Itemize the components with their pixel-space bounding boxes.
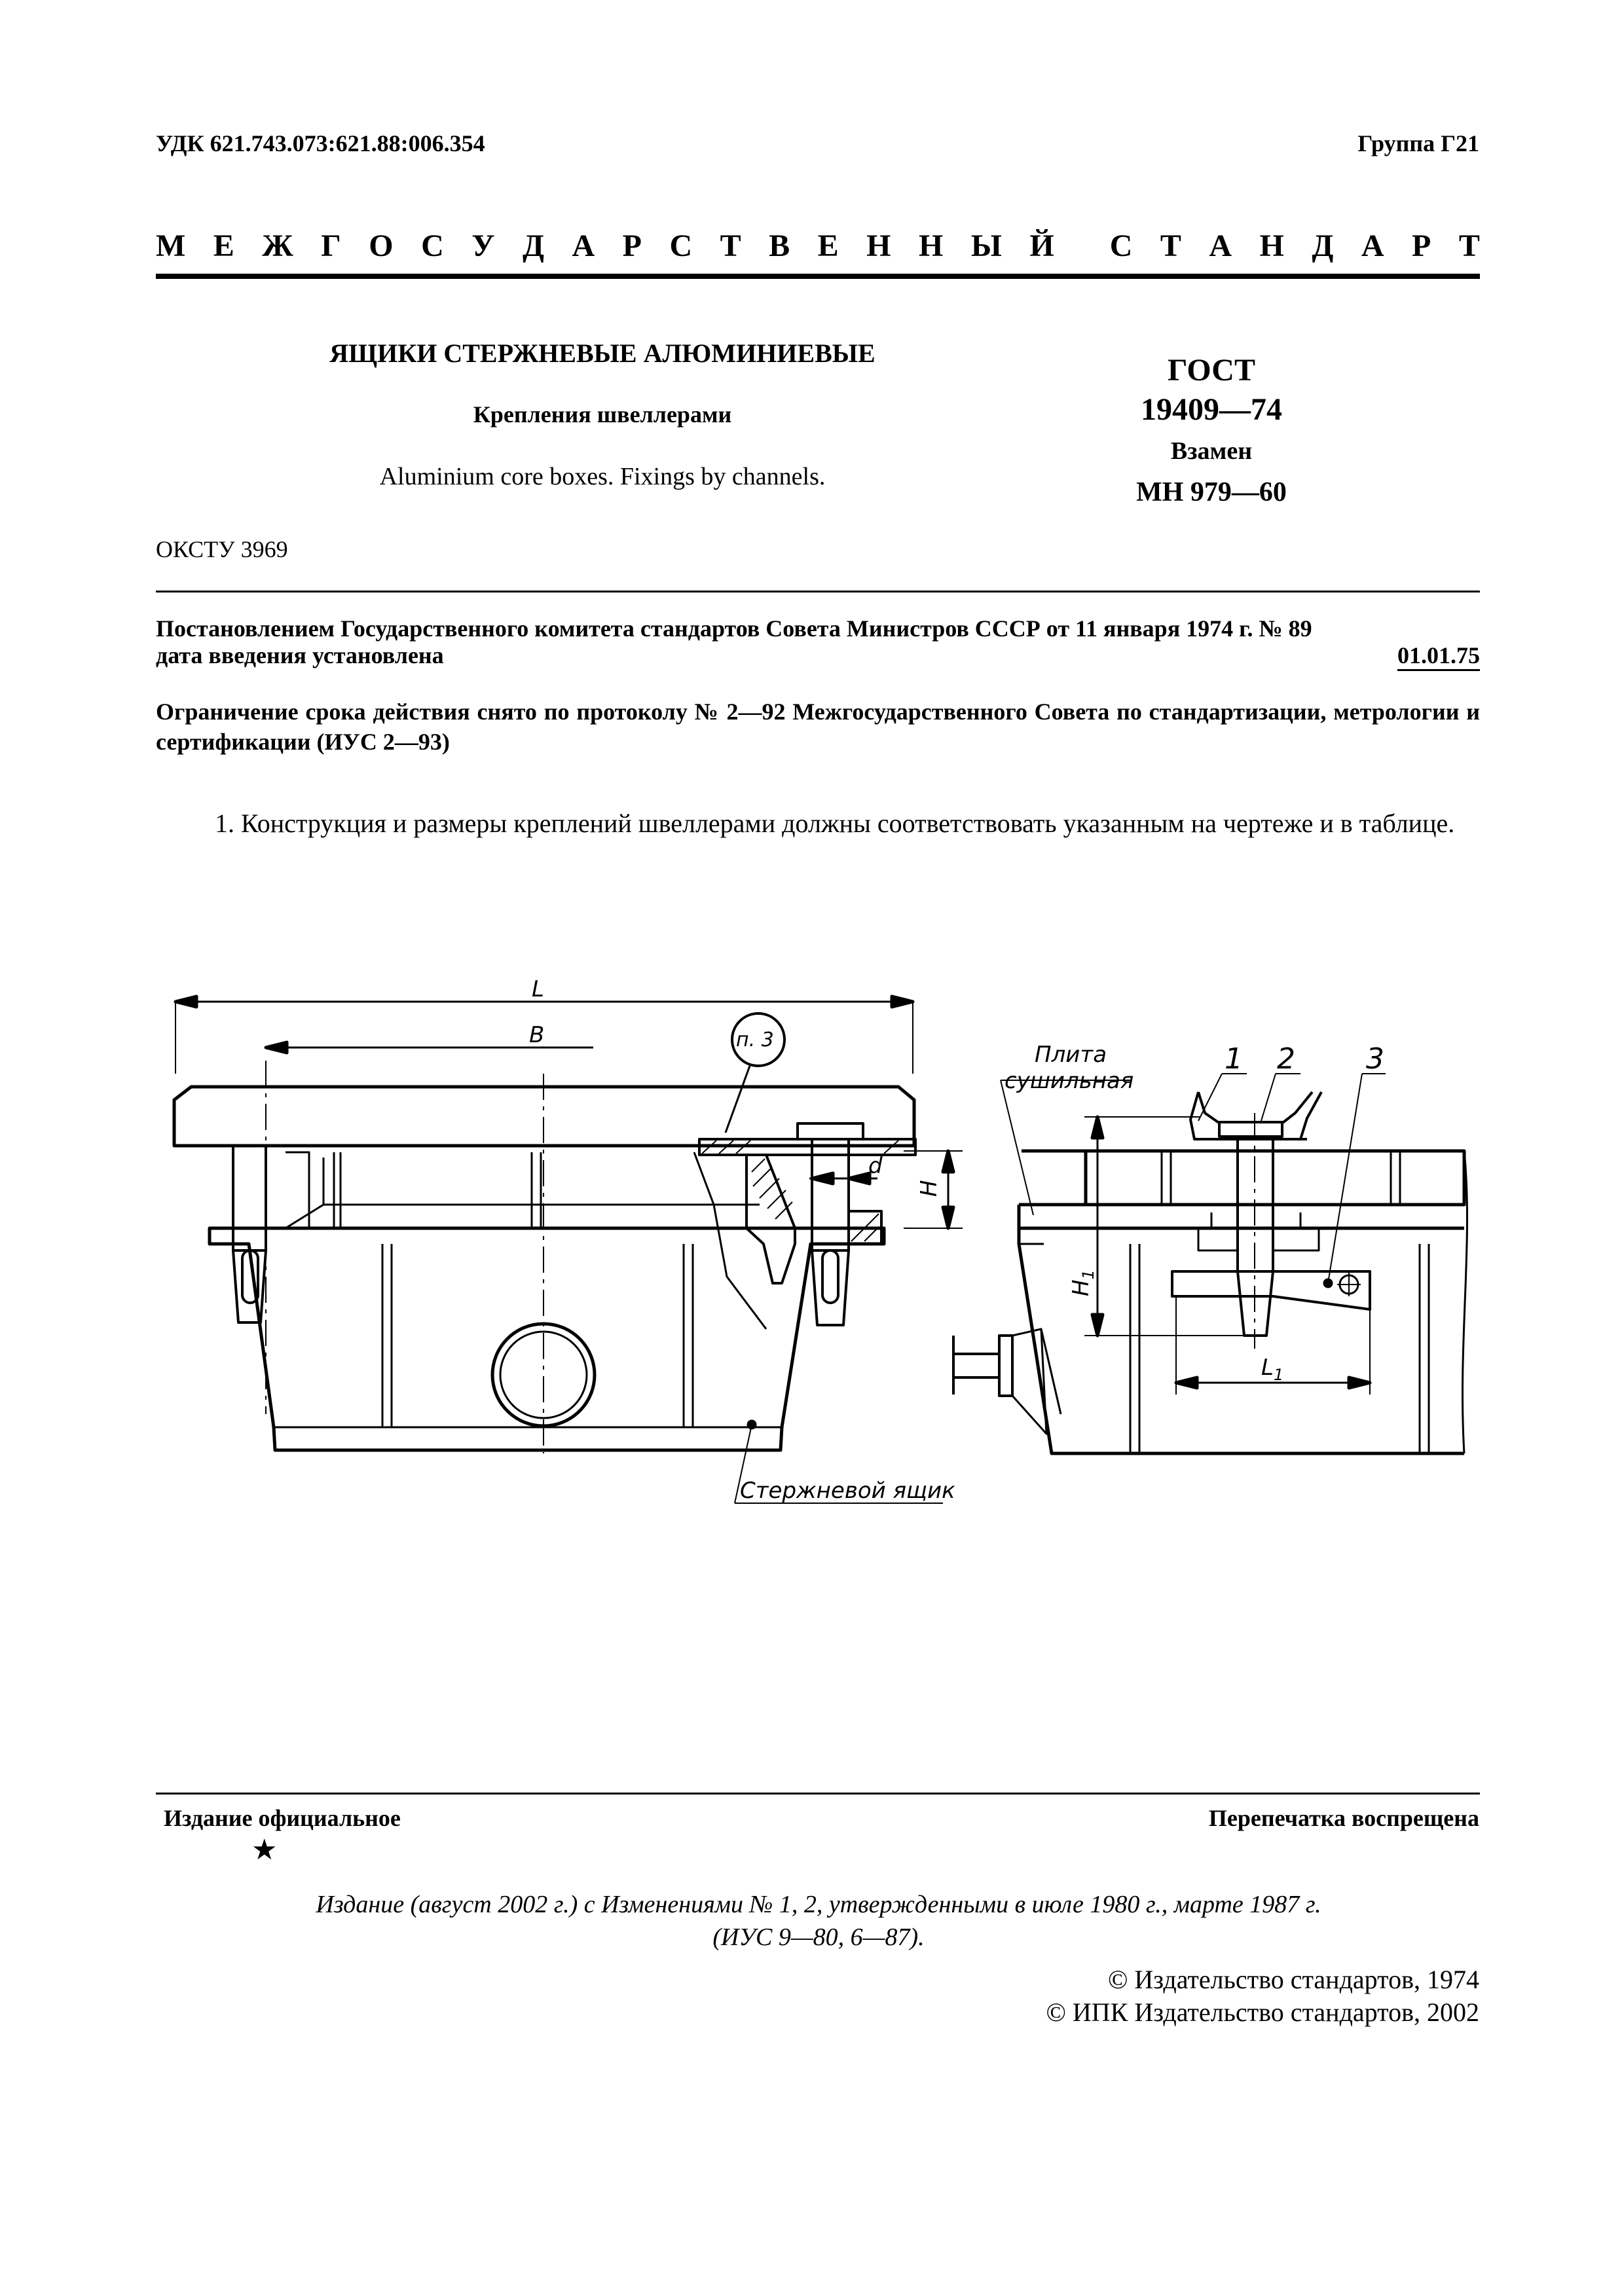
intro-date-row bbox=[156, 642, 1480, 671]
interstate-heading-letter: Т bbox=[1160, 228, 1181, 263]
interstate-heading-letter: Н bbox=[866, 228, 891, 263]
gost-label: ГОСТ bbox=[1168, 353, 1255, 388]
interstate-heading-letter: О bbox=[369, 228, 394, 263]
interstate-heading-letter: Е bbox=[213, 228, 234, 263]
interstate-heading-letter: Д bbox=[1312, 228, 1334, 263]
interstate-heading-letter: С bbox=[421, 228, 444, 263]
intro-date: 01.01.75 bbox=[1397, 642, 1480, 671]
interstate-heading-letter: С bbox=[669, 228, 693, 263]
limitation-note: Ограничение срока действия снято по протоколу № 2—92 Межгосударственного Совета по стандартизации, метрологии и сертификации (ИУС 2—93) bbox=[156, 699, 1480, 755]
section-rule bbox=[156, 591, 1480, 592]
technical-drawing bbox=[156, 956, 1479, 1519]
interstate-heading-letter: М bbox=[156, 228, 186, 263]
edition-note-line2: (ИУС 9—80, 6—87). bbox=[712, 1923, 925, 1951]
reprint-prohibited-label: Перепечатка воспрещена bbox=[1208, 1805, 1479, 1831]
interstate-heading-letter: Т bbox=[1458, 228, 1480, 263]
dim-label-d: d bbox=[868, 1153, 883, 1179]
plate-label-line2: сушильная bbox=[1005, 1068, 1134, 1094]
interstate-heading-letter: Ы bbox=[970, 228, 1002, 263]
star-icon: ★ bbox=[251, 1834, 278, 1866]
replaced-standard: МН 979—60 bbox=[1136, 477, 1287, 507]
edition-note bbox=[196, 1888, 1441, 1954]
interstate-heading-letter: А bbox=[1361, 228, 1384, 263]
udk-code: УДК 621.743.073:621.88:006.354 bbox=[156, 130, 485, 156]
decree-text: Постановлением Государственного комитета стандартов Совета Министров СССР от 11 января 1974 г. № 89 bbox=[156, 615, 1312, 642]
english-title: Aluminium core boxes. Fixings by channels. bbox=[379, 463, 826, 490]
document-subtitle: Крепления швеллерами bbox=[473, 401, 732, 428]
document-title: ЯЩИКИ СТЕРЖНЕВЫЕ АЛЮМИНИЕВЫЕ bbox=[329, 338, 876, 368]
item-1-label: 1 bbox=[1225, 1042, 1243, 1076]
plate-label-line1: Плита bbox=[1035, 1042, 1107, 1068]
copyright-1974: © Издательство стандартов, 1974 bbox=[1107, 1965, 1479, 1994]
interstate-heading-letter: Е bbox=[817, 228, 839, 263]
item-3-label: 3 bbox=[1366, 1042, 1384, 1076]
interstate-heading-letter: Ж bbox=[262, 228, 293, 263]
dim-label-L: L bbox=[532, 976, 544, 1002]
core-box-label: Стержневой ящик bbox=[740, 1478, 955, 1504]
okstu-code: ОКСТУ 3969 bbox=[156, 536, 288, 562]
interstate-heading-letter: С bbox=[1109, 228, 1133, 263]
interstate-heading-letter: А bbox=[572, 228, 595, 263]
interstate-heading-letter: Г bbox=[321, 228, 341, 263]
gost-designation bbox=[1074, 351, 1349, 512]
intro-date-label: дата введения установлена bbox=[156, 642, 444, 668]
interstate-heading-letter: Й bbox=[1029, 228, 1054, 263]
interstate-heading-letter: Р bbox=[622, 228, 642, 263]
interstate-heading-letter: Р bbox=[1412, 228, 1431, 263]
dim-label-L1: $L_1$ bbox=[1261, 1355, 1284, 1384]
interstate-heading-letter: В bbox=[769, 228, 790, 263]
edition-note-line1: Издание (август 2002 г.) с Изменениями № 1, 2, утвержденными в июле 1980 г., марте 1987 г. bbox=[316, 1891, 1321, 1918]
group-code: Группа Г21 bbox=[1357, 130, 1479, 156]
interstate-heading-letter: Н bbox=[918, 228, 944, 263]
interstate-heading-letter: А bbox=[1209, 228, 1232, 263]
replaces-label: Взамен bbox=[1170, 437, 1253, 465]
footer-rule bbox=[156, 1793, 1480, 1795]
interstate-heading-letter: Д bbox=[522, 228, 545, 263]
item-2-label: 2 bbox=[1277, 1042, 1295, 1076]
interstate-standard-heading bbox=[156, 228, 1480, 264]
dim-label-H1: $H_1$ bbox=[1068, 1269, 1097, 1296]
gost-number: 19409—74 bbox=[1141, 392, 1282, 427]
official-edition-label: Издание официальное bbox=[164, 1805, 401, 1831]
note-ref-label: п. 3 bbox=[736, 1029, 774, 1051]
interstate-heading-letter: У bbox=[471, 228, 495, 263]
dim-label-B: B bbox=[529, 1022, 545, 1048]
dim-label-H: H bbox=[916, 1180, 942, 1197]
paragraph-1: 1. Конструкция и размеры креплений швеллерами должны соответствовать указанным на чертеже и в таблице. bbox=[215, 809, 1455, 838]
interstate-heading-letter: Н bbox=[1259, 228, 1284, 263]
copyright-2002: © ИПК Издательство стандартов, 2002 bbox=[1046, 1997, 1479, 2027]
interstate-heading-letter: Т bbox=[720, 228, 741, 263]
header-rule bbox=[156, 274, 1480, 279]
